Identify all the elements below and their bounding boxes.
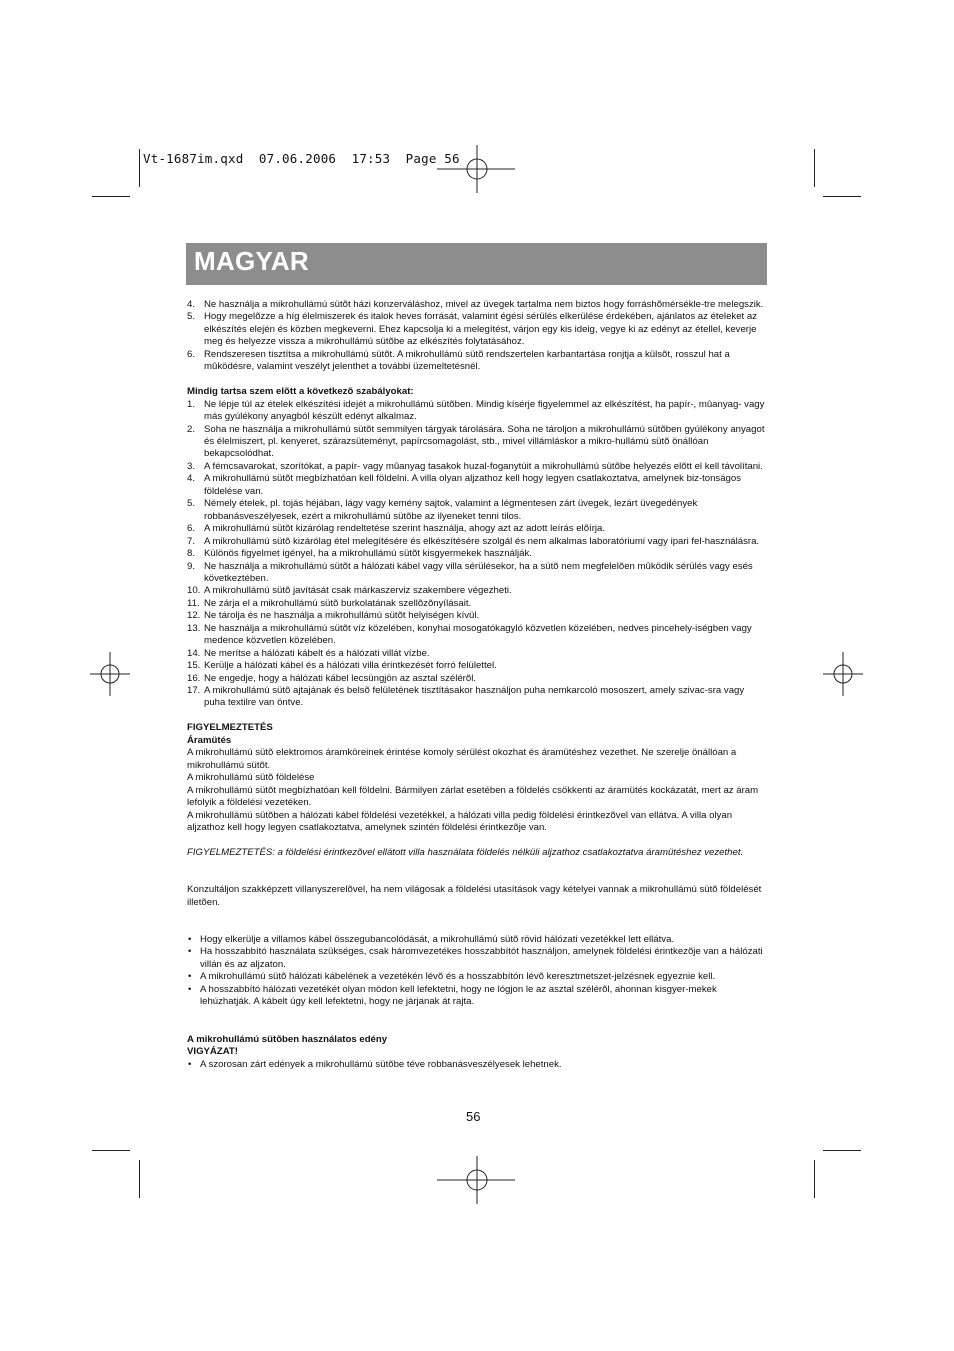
item-text: Hogy megelõzze a híg élelmiszerek és italok heves forrását, valamint égési sérülés elkerülése érdekében, ajánlatos az ételeket az elkészítés elején és közben megkeverni. Ehez kapcsolja ki a melegítést, várjon egy kis ideig, vegye ki az edényt az étellel, keverje meg és helyezze vissza a mikrohullámú sütõbe az elkészítés folytatásához. (204, 311, 757, 348)
item-text: Kerülje a hálózati kábel és a hálózati villa érintkezését forró felülettel. (204, 660, 497, 672)
grounding-heading: A mikrohullámú sütõ földelése (187, 772, 315, 784)
list-item (187, 473, 767, 498)
section-title: MAGYAR (194, 246, 309, 276)
crop-mark (814, 149, 815, 187)
list-item (187, 585, 767, 597)
crop-mark (92, 196, 130, 197)
crop-mark (139, 149, 140, 187)
list-item (187, 660, 767, 672)
bullet-item (187, 946, 767, 971)
cookware-bullet-list (187, 1059, 767, 1071)
item-number: 2. (187, 423, 196, 435)
list-item (187, 461, 767, 473)
bullet-item (187, 1059, 767, 1071)
page-content (187, 299, 767, 1071)
item-text: Ne használja a mikrohullámú sütõt víz közelében, konyhai mosogatókagyló közvetlen közelében, nedves pincehely-iségben vagy medence közvetlen közelében. (204, 622, 752, 647)
consult-paragraph: Konzultáljon szakképzett villanyszerelõvel, ha nem világosak a földelési utasítások vagy kételyei vannak a mikrohullámú sütõ földelését illetõen. (187, 884, 762, 908)
item-text: A mikrohullámú sütõt megbízhatóan kell földelni. A villa olyan aljzathoz kell hogy legyen csatlakoztatva, amelynek biz-tonságos földelése van. (204, 473, 742, 497)
crop-mark (814, 1160, 815, 1198)
item-text: Különös figyelmet igényel, ha a mikrohullámú sütõt kisgyermekek használják. (204, 548, 532, 560)
page-number: 56 (466, 1109, 481, 1124)
item-number: 10. (187, 585, 201, 597)
list-item (187, 561, 767, 586)
bullet-glyph: • (188, 934, 192, 945)
bullet-text: A szorosan zárt edények a mikrohullámú sütõbe téve robbanásveszélyesek lehetnek. (200, 1058, 562, 1070)
item-number: 11. (187, 597, 200, 609)
bullet-item (187, 971, 767, 983)
item-text: Ne tárolja és ne használja a mikrohullámú sütõt helyiségen kívül. (204, 610, 480, 622)
bullet-glyph: • (188, 971, 192, 983)
numbered-list-continued (187, 299, 767, 374)
item-text: Ne engedje, hogy a hálózati kábel lecsüngjön az asztal szélérõl. (204, 672, 476, 684)
crop-mark (823, 1150, 861, 1151)
item-text: Ne zárja el a mikrohullámú sütõ burkolatának szellõzõnyílásait. (204, 597, 472, 609)
bullet-item (187, 934, 767, 946)
list-item (187, 623, 767, 648)
list-item (187, 498, 767, 523)
list-item (187, 685, 767, 710)
registration-mark-right (821, 650, 865, 698)
list-item (187, 399, 767, 424)
item-number: 6. (187, 348, 196, 360)
item-number: 17. (187, 685, 201, 697)
list-item (187, 424, 767, 461)
list-item (187, 648, 767, 660)
item-number: 8. (187, 548, 196, 560)
item-text: Ne használja a mikrohullámú sütõt házi konzerváláshoz, mivel az üvegek tartalma nem biztos hogy forráshõmérsékle-tre melegszik. (204, 299, 764, 310)
list-item (187, 299, 767, 311)
warning-paragraph: A mikrohullámú sütõt megbízhatóan kell földelni. Bármilyen zárlat esetében a földelés csökkenti az áramütés kockázatát, mert az áram lefolyik a földelési vezetéken. (187, 784, 759, 809)
list-item (187, 349, 767, 374)
rules-heading: Mindig tartsa szem elõtt a következõ szabályokat: (187, 386, 414, 398)
bullet-glyph: • (188, 983, 192, 995)
item-number: 6. (187, 523, 196, 535)
list-item (187, 673, 767, 685)
item-text: Ne használja a mikrohullámú sütõt a hálózati kábel vagy villa sérülésekor, ha a sütõ nem megfelelõen mûködik sérülés vagy esés következtében. (204, 560, 753, 584)
item-text: Némely ételek, pl. tojás héjában, lágy vagy kemény sajtok, valamint a légmentesen zárt üvegek, lezárt üvegedények robbanásveszélyesek, ezért a mikrohullámú sütõbe az ilyeneket tenni tilos. (204, 498, 698, 522)
section-banner (186, 243, 767, 285)
bullet-glyph: • (188, 946, 192, 958)
bullet-text: Ha hosszabbító használata szükséges, csak háromvezetékes hosszabbítót használjon, amelynek földelési érintkezõje van a hálózati villán és az aljzaton. (200, 946, 763, 970)
item-text: A mikrohullámú sütõ kizárólag étel melegítésére és elkészítésére szolgál és nem alkalmas laboratóriumi vagy ipari fel-használásra. (204, 535, 760, 547)
registration-mark-left (88, 650, 132, 698)
item-number: 5. (187, 498, 196, 510)
item-number: 12. (187, 610, 201, 622)
list-item (187, 311, 767, 348)
item-text: A fémcsavarokat, szorítókat, a papír- vagy mûanyag tasakok huzal-foganytúit a mikrohullámú sütõbe helyezés elõtt el kell távolítani. (204, 460, 763, 472)
item-number: 16. (187, 672, 201, 684)
caution-label: VIGYÁZAT! (187, 1046, 238, 1058)
item-text: Ne merítse a hálózati kábelt és a hálózati villát vízbe. (204, 647, 430, 659)
list-item (187, 548, 767, 560)
item-text: Rendszeresen tisztítsa a mikrohullámú sütõt. A mikrohullámú sütõ rendszertelen karbantartása ronjtja a külsõt, rosszul hat a mûködésre, valamint veszélyt jelenthet a további üzemeltetésnél. (204, 348, 730, 373)
item-text: A mikrohullámú sütõ ajtajának és belsõ felületének tisztításakor használjon puha nemkarcoló mososzert, amely szivac-sra vagy puha textilre van öntve. (204, 685, 745, 709)
item-text: A mikrohullámú sütõt kizárólag rendeltetése szerint használja, ahogy azt az adott leírás elõírja. (204, 523, 606, 535)
registration-mark-top (437, 143, 517, 195)
crop-mark (92, 1150, 130, 1151)
item-number: 7. (187, 535, 196, 547)
print-slug: Vt-1687im.qxd 07.06.2006 17:53 Page 56 (143, 151, 460, 166)
rules-list (187, 399, 767, 710)
item-number: 3. (187, 460, 196, 472)
item-text: Soha ne használja a mikrohullámú sütõt semmilyen tárgyak tárolására. Soha ne tároljon a mikrohullámú sütõben gyúlékony anyagot és élelmiszert, pl. kenyeret, szárazsüteményt, papírcsomagolást, stb., mivel villámláskor a mikro-hullámú sütõ önállóan bekapcsolódhat. (204, 423, 765, 460)
bullet-text: A hosszabbító hálózati vezetékét olyan módon kell lefektetni, hogy ne lógjon le az asztal szélérõl, ahonnan kisgyer-mekek lehúzhatják. A kábelt úgy kell lefektetni, hogy ne járjanak át rajta. (200, 983, 717, 1008)
list-item (187, 536, 767, 548)
item-text: A mikrohullámú sütõ javítását csak márkaszerviz szakembere végezheti. (204, 585, 512, 597)
cookware-heading: A mikrohullámú sütõben használatos edény (187, 1033, 388, 1045)
list-item (187, 523, 767, 535)
warning-paragraph: A mikrohullámú sütõben a hálózati kábel földelési vezetékkel, a hálózati villa pedig földelési érintkezõvel van ellátva. A villa olyan aljzathoz kell hogy legyen csatlakoztatva, amelynek szintén földelési érintkezõje van. (187, 809, 733, 833)
bullet-text: Hogy elkerülje a villamos kábel összegubancolódását, a mikrohullámú sütõ rövid hálózati vezetékkel lett ellátva. (200, 934, 675, 945)
crop-mark (823, 196, 861, 197)
warning-italic-note: FIGYELMEZTETÉS: a földelési érintkezõvel ellátott villa használata földelés nélküli aljzathoz csatlakoztatva áramütéshez vezethet. (187, 846, 744, 858)
item-number: 13. (187, 622, 201, 634)
bullet-glyph: • (188, 1058, 192, 1070)
warning-title: FIGYELMEZTETÉS (187, 722, 273, 734)
warning-paragraph: A mikrohullámú sütõ elektromos áramköreinek érintése komoly sérülést okozhat és áramütéshez vezethet. Ne szerelje önállóan a mikrohullámú sütõt. (187, 747, 737, 771)
cable-bullet-list (187, 934, 767, 1009)
item-number: 9. (187, 560, 196, 572)
registration-mark-bottom (437, 1154, 517, 1206)
warning-subtitle: Áramütés (187, 734, 232, 746)
list-item (187, 598, 767, 610)
item-number: 1. (187, 398, 196, 410)
item-number: 4. (187, 473, 196, 485)
item-text: Ne lépje túl az ételek elkészítési idejét a mikrohullámú sütõben. Mindig kísérje figyelemmel az elkészítést, ha papír-, mûanyag- vagy más gyúlékony anyagból készült edényt alkalmaz. (204, 398, 765, 423)
item-number: 4. (187, 299, 196, 310)
item-number: 15. (187, 660, 201, 672)
item-number: 5. (187, 311, 196, 323)
crop-mark (139, 1160, 140, 1198)
bullet-text: A mikrohullámú sütõ hálózati kábelének a vezetékén lévõ és a hosszabbítón lévõ keresztmetszet-jelzésnek egyeznie kell. (200, 971, 716, 983)
item-number: 14. (187, 647, 201, 659)
list-item (187, 610, 767, 622)
bullet-item (187, 984, 767, 1009)
